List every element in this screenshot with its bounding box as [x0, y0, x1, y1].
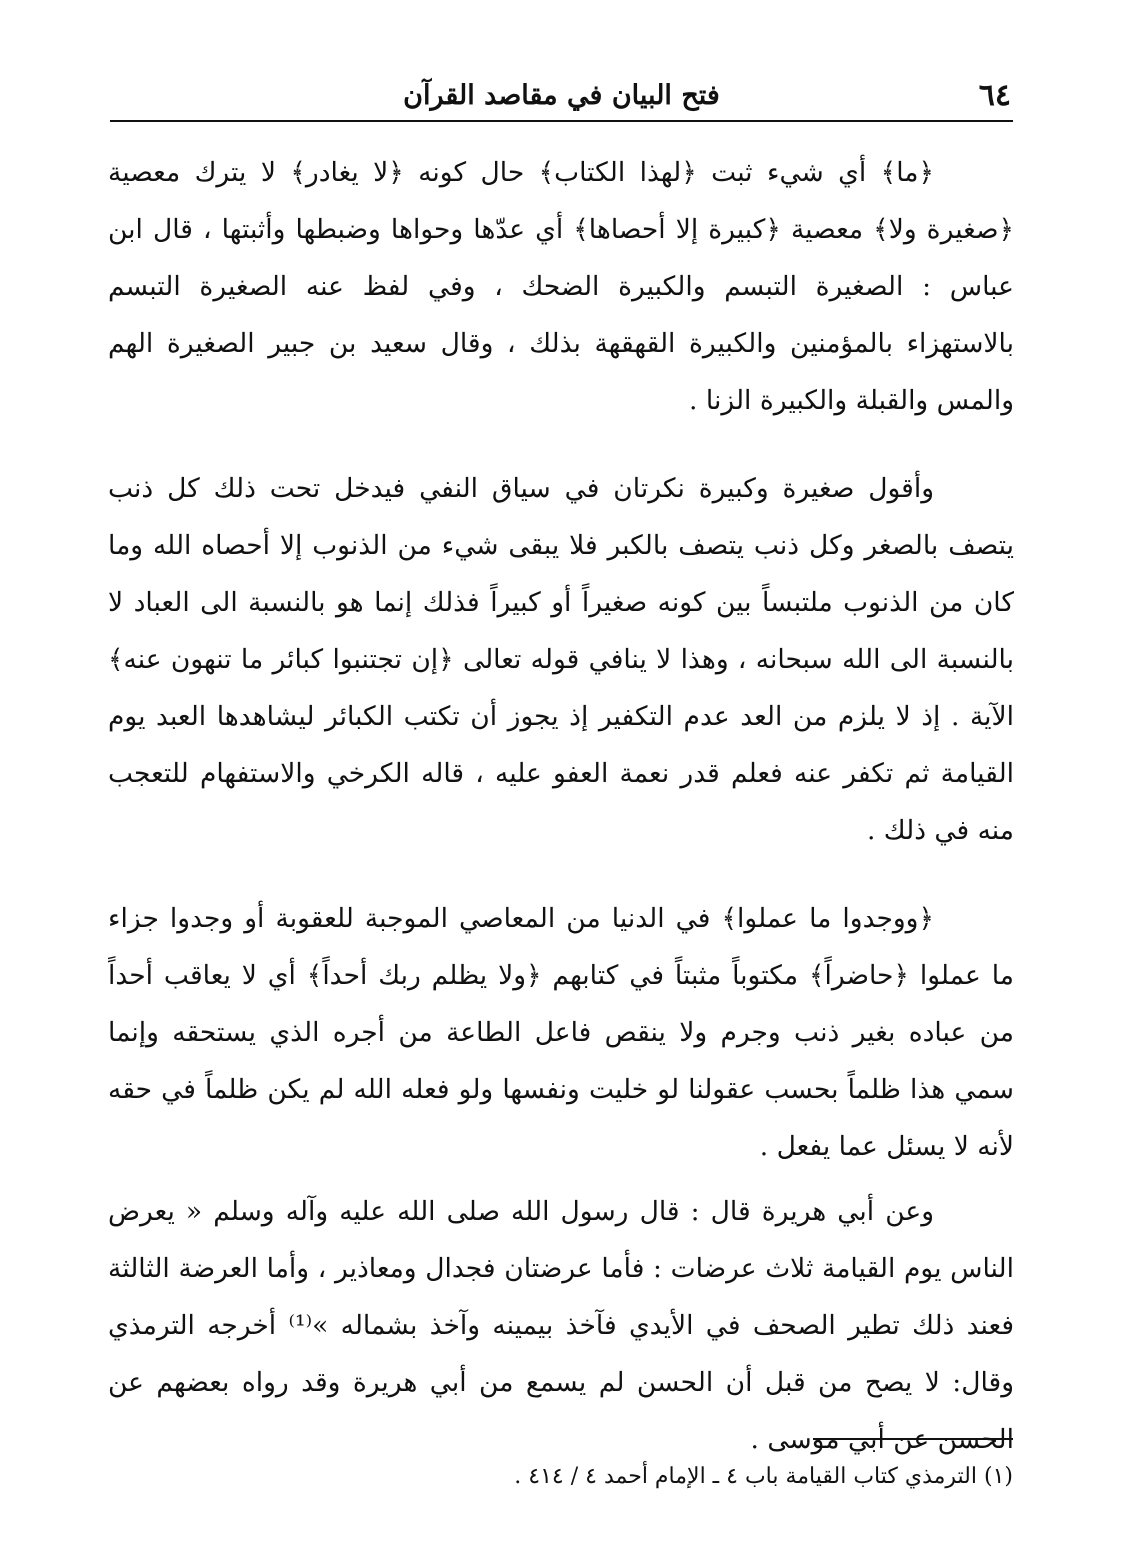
running-title: فتح البيان في مقاصد القرآن: [403, 80, 720, 111]
footnote: (١) الترمذي كتاب القيامة باب ٤ ـ الإمام أحمد ٤ / ٤١٤ .: [514, 1464, 1013, 1489]
paragraph: ﴿ووجدوا ما عملوا﴾ في الدنيا من المعاصي الموجبة للعقوبة أو وجدوا جزاء ما عملوا ﴿حاضراً﴾ مكتوباً مثبتاً في كتابهم ﴿ولا يظلم ربك أحداً﴾ أي لا يعاقب أحداً من عباده بغير ذنب وجرم ولا ينقص فاعل الطاعة من أجره الذي يستحقه وإنما سمي هذا ظلماً بحسب عقولنا لو خليت ونفسها ولو فعله الله لم يكن ظلماً في حقه لأنه لا يسئل عما يفعل .: [108, 903, 1014, 1162]
page-header: [110, 72, 1013, 122]
paragraph: وأقول صغيرة وكبيرة نكرتان في سياق النفي فيدخل تحت ذلك كل ذنب يتصف بالصغر وكل ذنب يتصف بالكبر فلا يبقى شيء من الذنوب إلا أحصاه الله وما كان من الذنوب ملتبساً بين كونه صغيراً أو كبيراً فذلك إنما هو بالنسبة الى العباد لا بالنسبة الى الله سبحانه ، وهذا لا ينافي قوله تعالى ﴿إن تجتنبوا كبائر ما تنهون عنه﴾ الآية . إذ لا يلزم من العد عدم التكفير إذ يجوز أن تكتب الكبائر ليشاهدها العبد يوم القيامة ثم تكفر عنه فعلم قدر نعمة العفو عليه ، قاله الكرخي والاستفهام للتعجب منه في ذلك .: [108, 473, 1014, 846]
paragraph: وعن أبي هريرة قال : قال رسول الله صلى الله عليه وآله وسلم « يعرض الناس يوم القيامة ثلاث عرضات : فأما عرضتان فجدال ومعاذير ، وأما العرضة الثالثة فعند ذلك تطير الصحف في الأيدي فآخذ بيمينه وآخذ بشماله »⁽¹⁾ أخرجه الترمذي وقال: لا يصح من قبل أن الحسن لم يسمع من أبي هريرة وقد رواه بعضهم عن الحسن عن أبي موسى .: [108, 1196, 1014, 1455]
page-number: ٦٤: [978, 78, 1011, 113]
footnote-divider: [813, 1438, 1013, 1440]
paragraph: ﴿ما﴾ أي شيء ثبت ﴿لهذا الكتاب﴾ حال كونه ﴿لا يغادر﴾ لا يترك معصية ﴿صغيرة ولا﴾ معصية ﴿كبيرة إلا أحصاها﴾ أي عدّها وحواها وضبطها وأثبتها ، قال ابن عباس : الصغيرة التبسم والكبيرة الضحك ، وفي لفظ عنه الصغيرة التبسم بالاستهزاء بالمؤمنين والكبيرة القهقهة بذلك ، وقال سعيد بن جبير الصغيرة الهم والمس والقبلة والكبيرة الزنا .: [108, 157, 1014, 416]
main-text: [108, 144, 1014, 1468]
